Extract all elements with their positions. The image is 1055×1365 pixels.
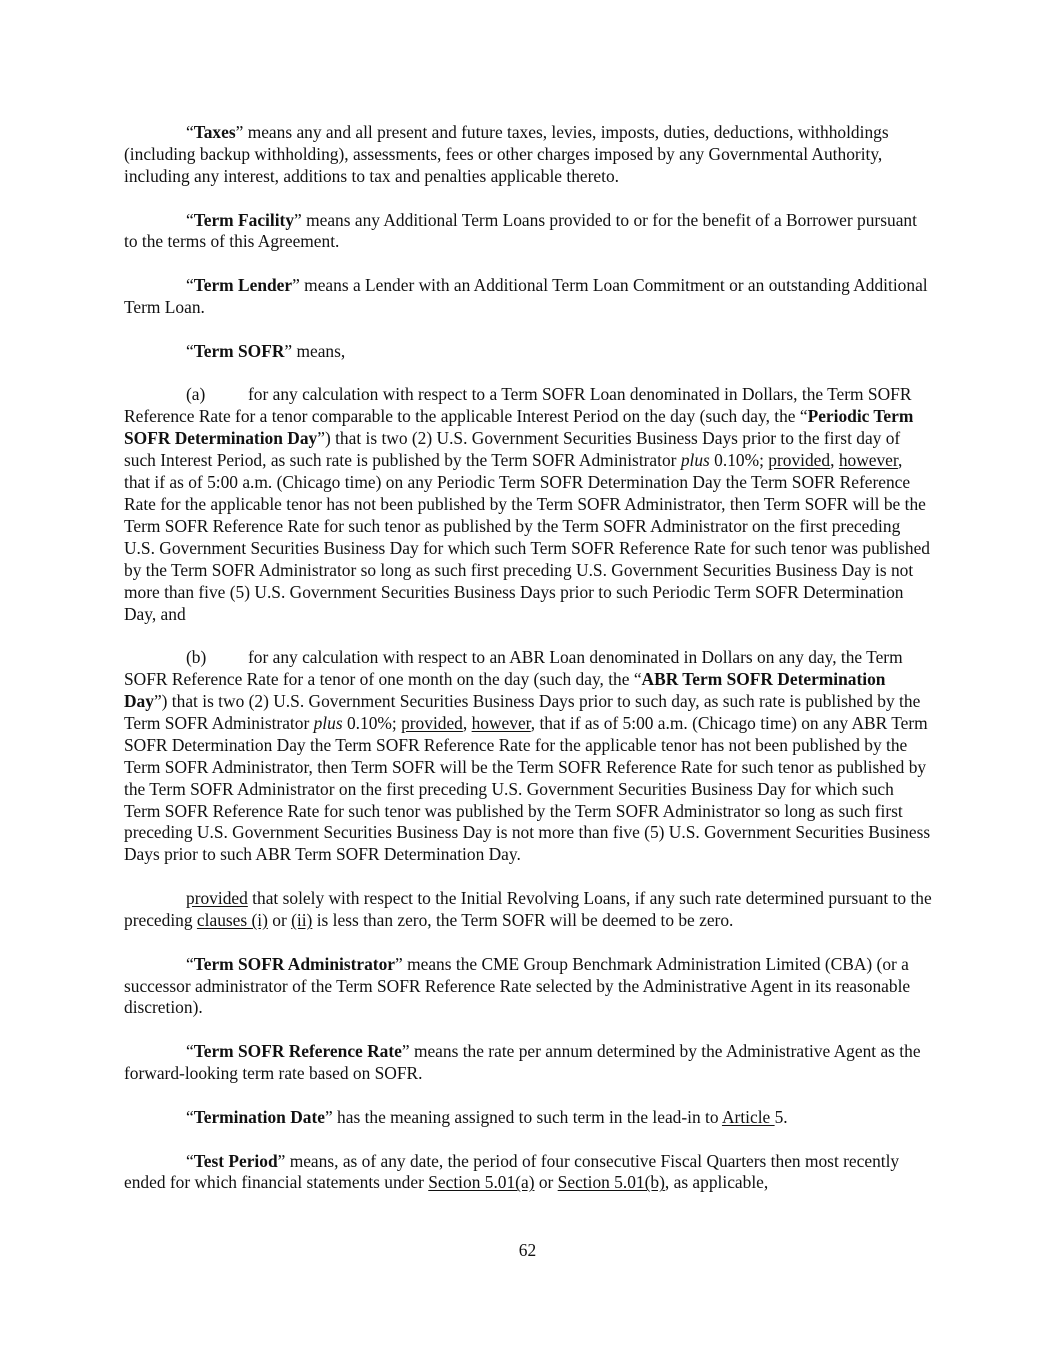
defined-term: ABR Term SOFR Determination Day <box>124 669 886 712</box>
definition-term-sofr-reference-rate: “Term SOFR Reference Rate” means the rate per annum determined by the Administrative Agent as the forward-looking term rate based on SOFR. <box>124 1041 921 1084</box>
cross-reference-link[interactable]: (ii) <box>291 909 313 930</box>
clause-label: (b) <box>186 647 207 668</box>
defined-term: Taxes <box>193 122 236 142</box>
definition-term-sofr-administrator: “Term SOFR Administrator” means the CME Group Benchmark Administration Limited (CBA) (or a successor administrator of the Term SOFR Reference Rate selected by the Administrative Agent in its reasonable discretion). <box>124 953 911 1018</box>
defined-term: Term SOFR Reference Rate <box>193 1041 402 1062</box>
defined-term: Term Facility <box>193 209 295 230</box>
proviso-paragraph: provided that solely with respect to the Initial Revolving Loans, if any such rate determined pursuant to the preceding clauses (i) or (ii) is less than zero, the Term SOFR will be deemed to be zero. <box>124 888 932 930</box>
defined-term: Termination Date <box>193 1106 325 1127</box>
defined-term: Term SOFR <box>193 340 285 361</box>
page-number: 62 <box>518 1240 537 1260</box>
clause-a: (a) for any calculation with respect to a Term SOFR Loan denominated in Dollars, the Term SOFR Reference Rate for a tenor comparable to the applicable Interest Period on the day (such day, the “Periodic Term SOFR Determination Day”) that is two (2) U.S. Government Securities Business Days prior to the first day of such Interest Period, as such rate is published by the Term SOFR Administrator plus 0.10%; provided, however, that if as of 5:00 a.m. (Chicago time) on any Periodic Term SOFR Determination Day the Term SOFR Reference Rate for the applicable tenor has not been published by the Term SOFR Administrator, then Term SOFR will be the Term SOFR Reference Rate for such tenor as published by the Term SOFR Administrator on the first preceding U.S. Government Securities Business Day for which such Term SOFR Reference Rate for such tenor was published by the Term SOFR Administrator so long as such first preceding U.S. Government Securities Business Day is not more than five (5) U.S. Government Securities Business Days prior to such Periodic Term SOFR Determination Day, and <box>124 384 930 624</box>
defined-term: Term Lender <box>193 275 293 296</box>
cross-reference-link[interactable]: Section 5.01(b) <box>557 1172 665 1193</box>
definition-term-lender: “Term Lender” means a Lender with an Additional Term Loan Commitment or an outstanding Additional Term Loan. <box>124 275 928 318</box>
cross-reference-link[interactable]: Article <box>721 1106 775 1127</box>
clause-b: (b) for any calculation with respect to an ABR Loan denominated in Dollars on any day, the Term SOFR Reference Rate for a tenor of one month on the day (such day, the “ABR Term SOFR Determination Day”) that is two (2) U.S. Government Securities Business Days prior to such day, as such rate is published by the Term SOFR Administrator plus 0.10%; provided, however, that if as of 5:00 a.m. (Chicago time) on any ABR Term SOFR Determination Day the Term SOFR Reference Rate for the applicable tenor has not been published by the Term SOFR Administrator, then Term SOFR will be the Term SOFR Reference Rate for such tenor as published by the Term SOFR Administrator on the first preceding U.S. Government Securities Business Day for which such Term SOFR Reference Rate for such tenor was published by the Term SOFR Administrator so long as such first preceding U.S. Government Securities Business Day is not more than five (5) U.S. Government Securities Business Days prior to such ABR Term SOFR Determination Day. <box>124 647 931 865</box>
definition-term-sofr: “Term SOFR” means, <box>186 340 346 361</box>
definition-taxes: “Taxes” means any and all present and future taxes, levies, imposts, duties, deductions, withholdings (including backup withholding), assessments, fees or other charges imposed by any Governmental Authority, including any interest, additions to tax and penalties applicable thereto. <box>124 122 889 186</box>
cross-reference-link[interactable]: clauses (i) <box>196 909 268 930</box>
defined-term: Test Period <box>193 1150 278 1171</box>
defined-term: Periodic Term SOFR Determination Day <box>124 406 914 449</box>
definition-termination-date: “Termination Date” has the meaning assigned to such term in the lead-in to Article 5. <box>186 1106 788 1127</box>
definition-test-period: “Test Period” means, as of any date, the period of four consecutive Fiscal Quarters then most recently ended for which financial statements under Section 5.01(a) or Section 5.01(b), as applicable, <box>124 1150 900 1193</box>
defined-term: Term SOFR Administrator <box>193 953 396 974</box>
definition-term-facility: “Term Facility” means any Additional Term Loans provided to or for the benefit of a Borrower pursuant to the terms of this Agreement. <box>124 209 917 252</box>
clause-label: (a) <box>186 384 206 405</box>
cross-reference-link[interactable]: Section 5.01(a) <box>428 1172 535 1193</box>
document-page <box>124 122 932 1216</box>
